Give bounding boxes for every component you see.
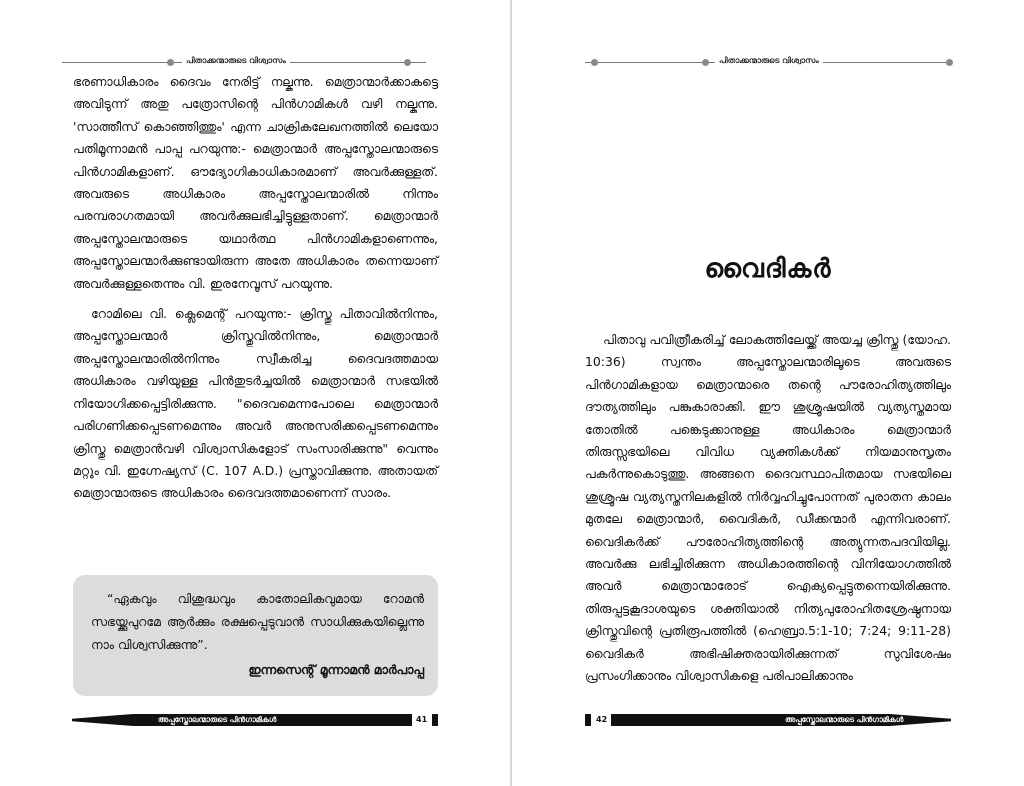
quote-author: ഇന്നസെന്റ് മൂന്നാമൻ മാർപാപ്പ [248,662,424,677]
right-footer-title: അപ്പസ്തോലന്മാരുടെ പിൻഗാമികൾ [785,715,904,724]
right-page-number: 42 [596,715,608,724]
right-footer [585,714,951,728]
quote-text: “ഏകവും വിശുദ്ധവും കാതോലികവുമായ റോമൻ സഭയ്ക്കുപുറമേ ആർക്കും രക്ഷപ്പെടുവാൻ സാധിക്കുകയില്ലെന്നു നാം വിശ്വസിക്കുന്നു”. [91,591,424,652]
chapter-title: വൈദികർ [704,254,832,284]
right-body-text [585,329,951,696]
left-page-number: 41 [416,715,428,724]
left-footer-title: അപ്പസ്തോലന്മാരുടെ പിൻഗാമികൾ [158,715,277,724]
left-running-header-title: പിതാക്കന്മാരുടെ വിശ്വാസം [182,56,290,66]
left-running-header [62,56,426,70]
left-footer [72,714,438,728]
quote-box [73,575,438,696]
paragraph: പിതാവു പവിത്രീകരിച്ച് ലോകത്തിലേയ്ക്ക് അയച്ച ക്രിസ്തു (യോഹ. 10:36) സ്വന്തം അപ്പസ്തോലന്മാരിലൂടെ അവരുടെ പിൻഗാമികളായ മെത്രാന്മാരെ തന്റെ പൗരോഹിത്യത്തിലും ദൗത്യത്തിലും പങ്കുകാരാക്കി. ഈ ശുശ്രൂഷയിൽ വ്യത്യസ്തമായ തോതിൽ പങ്കെടുക്കാനുള്ള അധികാരം മെത്രാന്മാർ തിരുസ്സഭയിലെ വിവിധ വ്യക്തികൾക്ക് നിയമാനുസൃതം പകർന്നുകൊടുത്തു. അങ്ങനെ ദൈവസ്ഥാപിതമായ സഭയിലെ ശുശ്രൂഷ വ്യത്യസ്തനിലകളിൽ നിർവ്വഹിച്ചുപോന്നത് പുരാതന കാലം മുതലേ മെത്രാന്മാർ, വൈദികർ, ഡീക്കന്മാർ എന്നിവരാണ്. വൈദികർക്ക് പൗരോഹിത്യത്തിന്റെ അത്യുന്നതപദവിയില്ല. അവർക്കു ലഭിച്ചിരിക്കുന്ന അധികാരത്തിന്റെ വിനിയോഗത്തിൽ അവർ മെത്രാന്മാരോട് ഐക്യപ്പെട്ടുതന്നെയിരിക്കുന്നു. തിരുപ്പട്ടകൂദാശയുടെ ശക്തിയാൽ നിത്യപുരോഹിതശ്രേഷ്ഠനായ ക്രിസ്തുവിന്റെ പ്രതിരൂപത്തിൽ (ഹെബ്രാ.5:1-10; 7:24; 9:11-28) വൈദികർ അഭിഷിക്തരായിരിക്കുന്നത് സുവിശേഷം പ്രസംഗിക്കാനും വിശ്വാസികളെ പരിപാലിക്കാനും [585,332,951,684]
right-running-header [585,56,953,70]
left-body-text [73,71,438,513]
paragraph: ഭരണാധികാരം ദൈവം നേരിട്ട് നല്കുന്നു. മെത്രാന്മാർക്കാകട്ടെ അവിടുന്ന് അതു പത്രോസിന്റെ പിൻഗാമികൾ വഴി നല്കുന്നു. 'സാത്തീസ് കൊഞ്ഞിത്തും' എന്ന ചാക്രികലേഖനത്തിൽ ലെയോ പതിമൂന്നാമൻ പാപ്പ പറയുന്നു:- മെത്രാന്മാർ അപ്പസ്തോലന്മാരുടെ പിൻഗാമികളാണ്. ഔദ്യോഗികാധികാരമാണ് അവർക്കുള്ളത്. അവരുടെ അധികാരം അപ്പസ്തോലന്മാരിൽ നിന്നും പരമ്പരാഗതമായി അവർക്കുലഭിച്ചിട്ടുള്ളതാണ്. മെത്രാന്മാർ അപ്പസ്തോലന്മാരുടെ യഥാർത്ഥ പിൻഗാമികളാണെന്നും, അപ്പസ്തോലന്മാർക്കുണ്ടായിരുന്ന അതേ അധികാരം തന്നെയാണ് അവർക്കുള്ളതെന്നും വി. ഇരനേവൂസ് പറയുന്നു. [73,74,438,291]
right-running-header-title: പിതാക്കന്മാരുടെ വിശ്വാസം [715,56,823,66]
paragraph: റോമിലെ വി. ക്ലെമെന്റ് പറയുന്നു:- ക്രിസ്തു പിതാവിൽനിന്നും, അപ്പസ്തോലന്മാർ ക്രിസ്തുവിൽനിന്നും, മെത്രാന്മാർ അപ്പസ്തോലന്മാരിൽനിന്നും സ്വീകരിച്ച ദൈവദത്തമായ അധികാരം വഴിയുള്ള പിൻതുടർച്ചയിൽ മെത്രാന്മാർ സഭയിൽ നിയോഗിക്കപ്പെട്ടിരിക്കുന്നു. "ദൈവമെന്നപോലെ മെത്രാന്മാർ പരിഗണിക്കപ്പെടണമെന്നും അവർ അനുസരിക്കപ്പെടണമെന്നും ക്രിസ്തു മെത്രാൻവഴി വിശ്വാസികളോട് സംസാരിക്കുന്നു" വെന്നും മറ്റും വി. ഇഗ്നേഷ്യസ് (C. 107 A.D.) പ്രസ്താവിക്കുന്നു. അതായത് മെത്രാന്മാരുടെ അധികാരം ദൈവദത്തമാണെന്ന് സാരം. [73,306,438,501]
